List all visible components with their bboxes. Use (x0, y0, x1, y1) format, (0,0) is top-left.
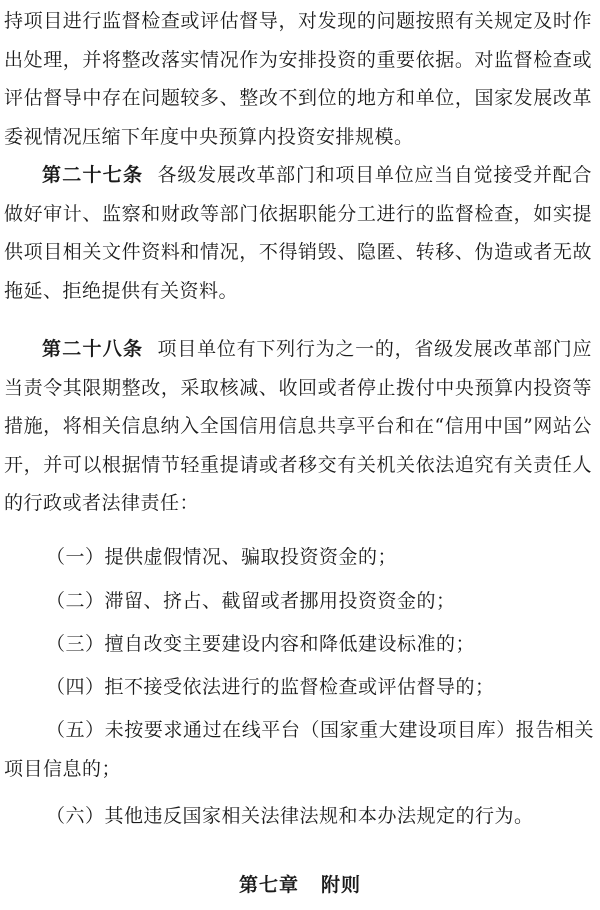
article-28-item-1: （一）提供虚假情况、骗取投资资金的； (46, 546, 398, 568)
article-28-number: 第二十八条 (42, 338, 144, 360)
article-28 (4, 330, 592, 523)
article-28-item-6: （六）其他违反国家相关法律法规和本办法规定的行为。 (46, 805, 534, 827)
article-27 (4, 156, 592, 310)
paragraph-continuation: 持项目进行监督检查或评估督导，对发现的问题按照有关规定及时作出处理，并将整改落实情况作为安排投资的重要依据。对监督检查或评估督导中存在问题较多、整改不到位的地方和单位，国家发展改革委视情况压缩下年度中央预算内投资安排规模。 (4, 10, 592, 148)
article-28-item-5: （五）未按要求通过在线平台（国家重大建设项目库）报告相关项目信息的； (4, 719, 594, 780)
article-28-text: 项目单位有下列行为之一的，省级发展改革部门应当责令其限期整改，采取核减、收回或者停止拨付中央预算内投资等措施，将相关信息纳入全国信用信息共享平台和在“信用中国”网站公开，并可以根据情节轻重提请或者移交有关机关依法追究有关责任人的行政或者法律责任： (4, 338, 592, 514)
chapter-number: 第七章 (238, 874, 299, 896)
article-28-item-4: （四）拒不接受依法进行的监督检查或评估督导的； (46, 676, 495, 698)
article-27-number: 第二十七条 (42, 164, 144, 186)
article-27-text: 各级发展改革部门和项目单位应当自觉接受并配合做好审计、监察和财政等部门依据职能分工进行的监督检查，如实提供项目相关文件资料和情况，不得销毁、隐匿、转移、伪造或者无故拖延、拒绝提供有关资料。 (4, 164, 592, 302)
chapter-title: 附则 (321, 874, 362, 896)
chapter-heading (0, 866, 600, 904)
article-28-item-3: （三）擅自改变主要建设内容和降低建设标准的； (46, 633, 476, 655)
article-28-item-2: （二）滞留、挤占、截留或者挪用投资资金的； (46, 590, 456, 612)
